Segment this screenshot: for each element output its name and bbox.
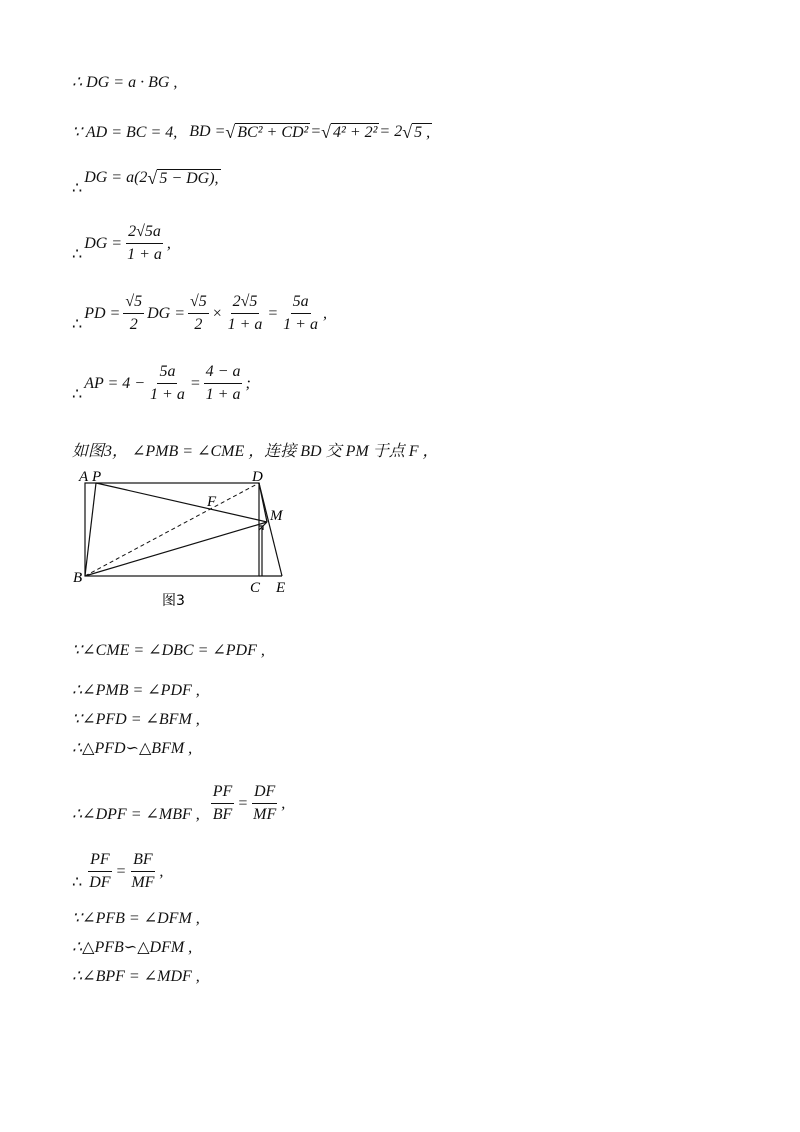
step-angle-pfd xyxy=(72,709,200,729)
fraction: $\frac{BF}{MF}$ xyxy=(131,851,155,891)
fraction: $\frac{√5}{2}$ xyxy=(125,293,143,333)
step-angle-pmb xyxy=(72,680,200,700)
math-text: BD = xyxy=(189,123,226,140)
step-ap-value: ∴ AP = 4 − $\frac{5a}{1 + a}$ = $\frac{4 - a}{1 + a}$ ; xyxy=(72,363,251,403)
label-e: E xyxy=(276,580,286,596)
step-angle-bpf xyxy=(72,966,200,986)
step-similar-pfb-dfm xyxy=(72,937,192,957)
math-text: = xyxy=(267,304,279,322)
segment-pm xyxy=(96,483,267,522)
label-a: A xyxy=(79,470,89,485)
step-similar-pfd-bfm xyxy=(72,738,192,758)
step-pd-value: ∴ PD = $\frac{√5}{2}$ DG = $\frac{√5}{2}$ × $\frac{2√5}{1 + a}$ = $\frac{5a}{1 + a}$ , xyxy=(72,293,327,333)
figure-caption: 图3 xyxy=(162,593,185,609)
math-text: 如图3， ∠PMB = ∠CME ，连接 BD 交 PM 于点 F ， xyxy=(72,443,439,460)
step-dg-equation xyxy=(72,167,221,197)
therefore-symbol: ∴ xyxy=(72,873,83,891)
sqrt-expression: √ 5 − DG), xyxy=(147,167,219,188)
step-angle-pfb xyxy=(72,908,200,928)
therefore-symbol: ∴ xyxy=(72,180,83,197)
step-ad-bc-bd xyxy=(72,122,432,142)
fraction: $\frac{5a}{1 + a}$ xyxy=(150,363,185,403)
step-ratio-pf-bf: ∴∠DPF = ∠MBF , $\frac{PF}{BF}$ = $\frac{DF}{MF}$ , xyxy=(72,783,286,823)
math-text: ∵∠CME = ∠DBC = ∠PDF , xyxy=(72,642,265,659)
step-dg-value: ∴ DG = $\frac{2√5a}{1 + a}$ , xyxy=(72,223,171,263)
math-text: = xyxy=(310,123,322,140)
fraction: $\frac{5a}{1 + a}$ xyxy=(283,293,318,333)
label-p: P xyxy=(92,470,102,485)
math-text: DG = a(2 xyxy=(84,169,148,186)
segment-bp xyxy=(85,483,96,576)
therefore-symbol: ∴ xyxy=(72,245,83,263)
math-text: = 2 xyxy=(379,123,403,140)
therefore-symbol: ∴ xyxy=(72,315,83,333)
figure-svg xyxy=(72,470,312,610)
figure-intro-text xyxy=(72,438,438,461)
fraction: $\frac{4 - a}{1 + a}$ xyxy=(205,363,241,403)
math-text: = xyxy=(189,374,201,392)
fraction: $\frac{2√5}{1 + a}$ xyxy=(227,293,263,333)
therefore-symbol: ∴ xyxy=(72,385,83,403)
step-dg-equals-a-bg xyxy=(72,72,177,92)
step-angle-cme xyxy=(72,640,265,660)
sqrt-expression: √ 4² + 2² xyxy=(321,121,378,142)
math-text: ∴∠BPF = ∠MDF , xyxy=(72,968,200,985)
math-text: DG = xyxy=(84,234,123,252)
math-text: ∴∠DPF = ∠MBF , xyxy=(72,805,200,823)
math-text: PD = xyxy=(84,304,121,322)
label-f: F xyxy=(207,494,217,510)
fraction: $\frac{√5}{2}$ xyxy=(190,293,207,333)
fraction: $\frac{2√5a}{1 + a}$ xyxy=(127,223,162,263)
geometry-figure-3 xyxy=(72,470,312,610)
math-text: ∴∠PMB = ∠PDF , xyxy=(72,682,200,699)
sqrt-expression: √ 5 , xyxy=(402,121,431,142)
math-text: ∴△PFB∽△DFM , xyxy=(72,939,193,956)
math-text: ∴ DG = a · BG , xyxy=(72,74,178,91)
label-c: C xyxy=(250,580,261,596)
fraction: $\frac{PF}{BF}$ xyxy=(212,783,233,823)
segment-bm xyxy=(85,522,267,576)
math-text: ∴△PFD∽△BFM , xyxy=(72,740,193,757)
sqrt-expression: √ BC² + CD² xyxy=(225,121,309,142)
math-text: × xyxy=(211,304,223,322)
fraction: $\frac{DF}{MF}$ xyxy=(253,783,277,823)
label-d: D xyxy=(252,470,263,485)
math-text: ∵ AD = BC = 4, xyxy=(72,124,178,141)
math-text: ∵∠PFD = ∠BFM , xyxy=(72,711,200,728)
dashed-bd xyxy=(85,483,259,576)
math-text: DG = xyxy=(147,304,185,322)
step-ratio-pf-df: ∴ $\frac{PF}{DF}$ = $\frac{BF}{MF}$ , xyxy=(72,851,164,891)
label-b: B xyxy=(73,570,83,586)
math-text: ∵∠PFB = ∠DFM , xyxy=(72,910,200,927)
fraction: $\frac{PF}{DF}$ xyxy=(89,851,111,891)
math-text: AP = 4 − xyxy=(84,374,146,392)
label-m: M xyxy=(270,508,283,524)
